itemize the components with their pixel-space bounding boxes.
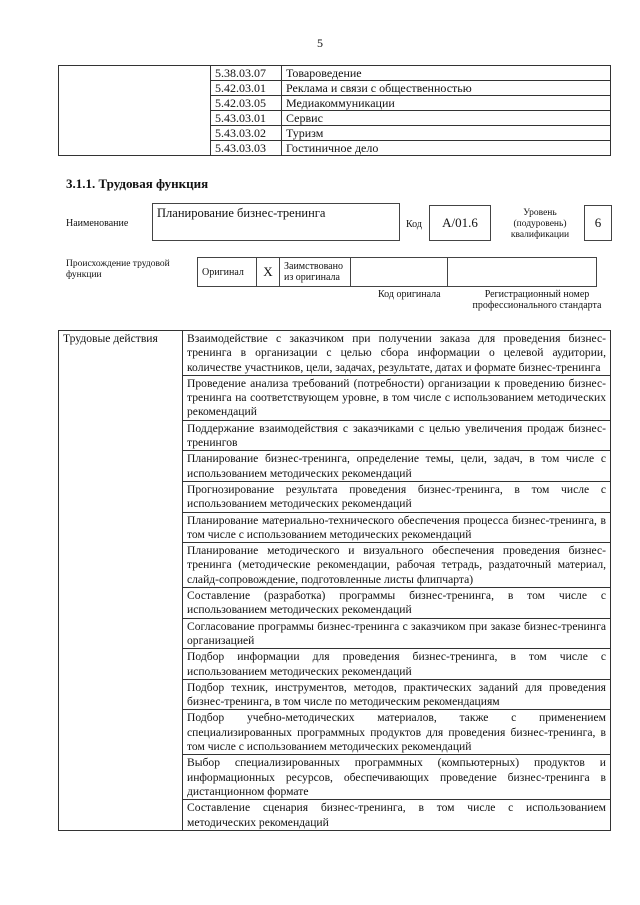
labor-action-text: Составление сценария бизнес-тренинга, в том числе с использованием методических рекомендаций xyxy=(183,800,611,831)
specialty-group-cell xyxy=(59,66,211,156)
specialty-code: 5.43.03.02 xyxy=(211,126,282,141)
labor-action-text: Прогнозирование результата проведения бизнес-тренинга, в том числе с использованием методических рекомендаций xyxy=(183,481,611,512)
specialty-code: 5.43.03.03 xyxy=(211,141,282,156)
labor-actions-table xyxy=(58,330,611,831)
labor-action-text: Выбор специализированных программных (компьютерных) продуктов и информационных ресурсов, обеспечивающих проведение бизнес-тренинга в дистанционном формате xyxy=(183,755,611,800)
labor-action-text: Составление (разработка) программы бизнес-тренинга, в том числе с использованием методических рекомендаций xyxy=(183,588,611,619)
labor-action-text: Проведение анализа требований (потребности) организации к проведению бизнес-тренинга на соответствующем уровне, в том числе с использованием методических рекомендаций xyxy=(183,375,611,420)
section-title: 3.1.1. Трудовая функция xyxy=(66,176,209,191)
code-original-cell xyxy=(351,258,448,287)
level-label: Уровень (подуровень) квалификации xyxy=(510,208,570,240)
code-label: Код xyxy=(406,219,422,230)
code-original-caption: Код оригинала xyxy=(378,289,441,300)
specialty-row xyxy=(59,66,611,81)
specialty-name: Туризм xyxy=(282,126,611,141)
labor-action-text: Согласование программы бизнес-тренинга с заказчиком при заказе бизнес-тренинга организацией xyxy=(183,618,611,649)
labor-action-text: Планирование бизнес-тренинга, определение темы, цели, задач, в том числе с использованием методических рекомендаций xyxy=(183,451,611,482)
specialties-table xyxy=(58,65,611,156)
specialty-name: Медиакоммуникации xyxy=(282,96,611,111)
function-name-value: Планирование бизнес-тренинга xyxy=(152,203,400,241)
specialty-name: Сервис xyxy=(282,111,611,126)
specialty-name: Реклама и связи с общественностью xyxy=(282,81,611,96)
reg-number-cell xyxy=(448,258,597,287)
labor-action-text: Взаимодействие с заказчиком при получении заказа для проведения бизнес-тренинга в организации с целью сбора информации о целевой аудитории, количестве участников, цели, задачах, результате, датах и формате бизнес-тренинга xyxy=(183,331,611,376)
specialty-code: 5.42.03.05 xyxy=(211,96,282,111)
original-mark: X xyxy=(257,258,280,287)
level-value: 6 xyxy=(584,205,612,241)
specialty-code: 5.38.03.07 xyxy=(211,66,282,81)
labor-actions-header: Трудовые действия xyxy=(59,331,183,831)
specialty-code: 5.43.03.01 xyxy=(211,111,282,126)
labor-action-text: Поддержание взаимодействия с заказчиками с целью увеличения продаж бизнес-тренингов xyxy=(183,420,611,451)
labor-action-row xyxy=(59,331,611,376)
borrowed-label: Заимствовано из оригинала xyxy=(280,258,351,287)
name-label: Наименование xyxy=(66,218,129,229)
labor-action-text: Подбор информации для проведения бизнес-тренинга, в том числе с использованием методических рекомендаций xyxy=(183,649,611,680)
labor-action-text: Планирование материально-технического обеспечения процесса бизнес-тренинга, в том числе с использованием методических рекомендаций xyxy=(183,512,611,543)
origin-table xyxy=(197,257,597,287)
origin-label: Происхождение трудовой функции xyxy=(66,259,170,280)
page-number: 5 xyxy=(317,36,323,50)
reg-number-caption: Регистрационный номер профессионального стандарта xyxy=(472,289,602,311)
labor-action-text: Подбор техник, инструментов, методов, практических заданий для проведения бизнес-тренинга, в том числе по методическим рекомендациям xyxy=(183,679,611,710)
specialty-name: Гостиничное дело xyxy=(282,141,611,156)
function-code-value: A/01.6 xyxy=(429,205,491,241)
original-label: Оригинал xyxy=(198,258,257,287)
specialty-name: Товароведение xyxy=(282,66,611,81)
labor-action-text: Подбор учебно-методических материалов, также с применением специализированных программных продуктов для проведения бизнес-тренинга, в том числе с использованием методических рекомендаций xyxy=(183,710,611,755)
labor-action-text: Планирование методического и визуального обеспечения проведения бизнес-тренинга (методические рекомендации, рабочая тетрадь, раздаточный материал, слайд-сопровождение, подготовленные листы флипчарта) xyxy=(183,543,611,588)
specialty-code: 5.42.03.01 xyxy=(211,81,282,96)
